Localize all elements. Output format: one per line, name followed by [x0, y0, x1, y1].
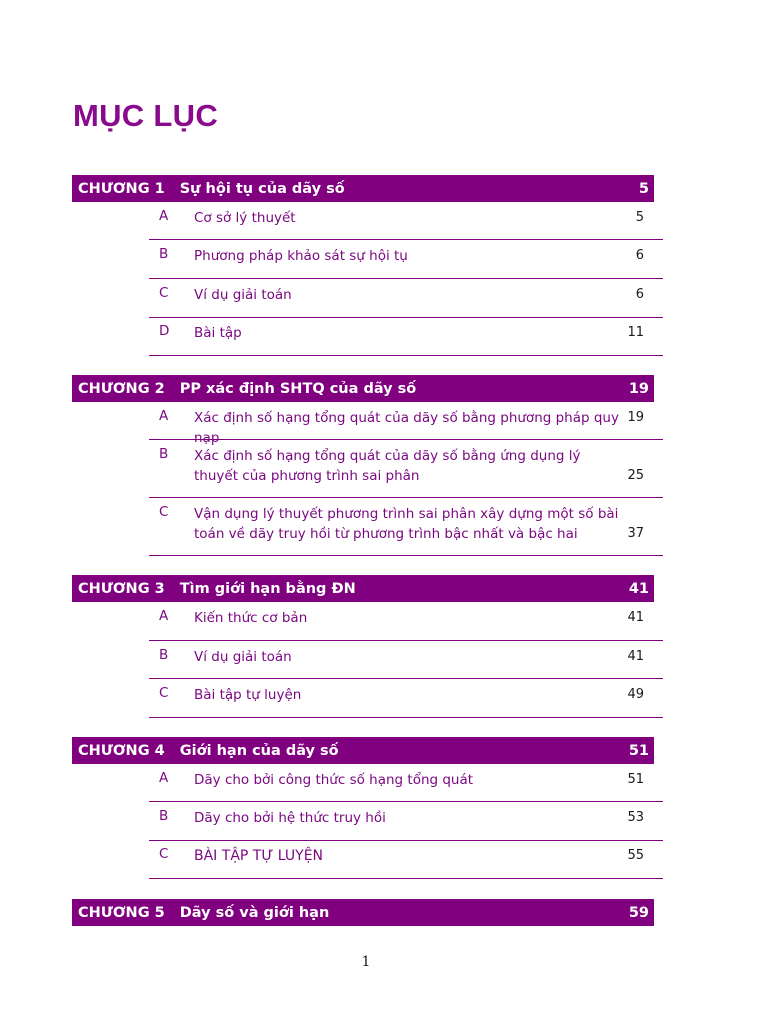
chapter-page: 59 — [628, 904, 649, 921]
chapter-label: CHƯƠNG 3 — [78, 580, 165, 597]
section-title: Cơ sở lý thuyết — [194, 210, 296, 226]
section-title: Bài tập tự luyện — [194, 687, 302, 703]
chapter-label: CHƯƠNG 5 — [78, 904, 165, 921]
section-page: 19 — [627, 410, 644, 425]
section-letter: D — [159, 323, 170, 339]
toc-entry[interactable] — [149, 685, 663, 718]
chapter-title: PP xác định SHTQ của dãy số — [179, 380, 417, 397]
section-title: Kiến thức cơ bản — [194, 610, 308, 626]
section-title: Ví dụ giải toán — [194, 287, 292, 303]
toc-entry[interactable] — [149, 323, 663, 356]
section-page: 11 — [627, 325, 644, 340]
chapter-page: 41 — [628, 580, 649, 597]
chapter-4-heading[interactable] — [72, 737, 654, 764]
section-letter: B — [159, 246, 169, 262]
toc-entry[interactable] — [149, 446, 663, 498]
section-title: Phương pháp khảo sát sự hội tụ — [194, 248, 408, 264]
section-page: 53 — [627, 810, 644, 825]
toc-entry[interactable] — [149, 846, 663, 879]
chapter-2-heading[interactable] — [72, 375, 654, 402]
chapter-label: CHƯƠNG 2 — [78, 380, 165, 397]
chapter-label: CHƯƠNG 4 — [78, 742, 165, 759]
section-letter: B — [159, 647, 169, 663]
section-letter: C — [159, 504, 169, 520]
section-title: Bài tập — [194, 325, 242, 341]
toc-entry[interactable] — [149, 808, 663, 841]
section-page: 55 — [627, 848, 644, 863]
section-page: 41 — [627, 610, 644, 625]
section-page: 6 — [635, 287, 644, 302]
section-title: Ví dụ giải toán — [194, 649, 292, 665]
section-letter: A — [159, 408, 169, 424]
section-letter: C — [159, 285, 169, 301]
section-title: BÀI TẬP TỰ LUYỆN — [194, 848, 324, 864]
section-title: Xác định số hạng tổng quát của dãy số bằng ứng dụng lý thuyết của phương trình sai phân — [194, 448, 581, 484]
chapter-title: Giới hạn của dãy số — [179, 742, 339, 759]
toc-entry[interactable] — [149, 246, 663, 279]
chapter-page: 19 — [628, 380, 649, 397]
chapter-title: Dãy số và giới hạn — [179, 904, 330, 921]
toc-entry[interactable] — [149, 285, 663, 318]
chapter-page: 51 — [628, 742, 649, 759]
toc-entry[interactable] — [149, 608, 663, 641]
chapter-title: Sự hội tụ của dãy số — [179, 180, 345, 197]
section-title: Dãy cho bởi hệ thức truy hồi — [194, 810, 386, 826]
section-letter: A — [159, 208, 169, 224]
section-title: Dãy cho bởi công thức số hạng tổng quát — [194, 772, 474, 788]
chapter-5-heading[interactable] — [72, 899, 654, 926]
page-title: MỤC LỤC — [73, 98, 219, 133]
section-title: Vận dụng lý thuyết phương trình sai phân xây dựng một số bài toán về dãy truy hồi từ phương trình bậc nhất và bậc hai — [194, 506, 619, 542]
section-page: 6 — [635, 248, 644, 263]
section-letter: B — [159, 446, 169, 462]
toc-entry[interactable] — [149, 770, 663, 802]
section-page: 41 — [627, 649, 644, 664]
chapter-3-heading[interactable] — [72, 575, 654, 602]
section-page: 51 — [627, 772, 644, 787]
toc-entry[interactable] — [149, 208, 663, 240]
toc-entry[interactable] — [149, 504, 663, 556]
chapter-title: Tìm giới hạn bằng ĐN — [179, 580, 356, 597]
section-page: 5 — [635, 210, 644, 225]
chapter-1-heading[interactable] — [72, 175, 654, 202]
toc-entry[interactable] — [149, 408, 663, 446]
section-letter: B — [159, 808, 169, 824]
section-letter: A — [159, 770, 169, 786]
page-number: 1 — [361, 954, 371, 970]
section-title: Xác định số hạng tổng quát của dãy số bằng phương pháp quy nạp — [194, 410, 619, 446]
section-page: 37 — [627, 526, 644, 541]
section-page: 49 — [627, 687, 644, 702]
section-letter: C — [159, 846, 169, 862]
section-page: 25 — [627, 468, 644, 483]
toc-entry[interactable] — [149, 647, 663, 679]
section-letter: C — [159, 685, 169, 701]
chapter-page: 5 — [638, 180, 649, 197]
section-letter: A — [159, 608, 169, 624]
chapter-label: CHƯƠNG 1 — [78, 180, 165, 197]
